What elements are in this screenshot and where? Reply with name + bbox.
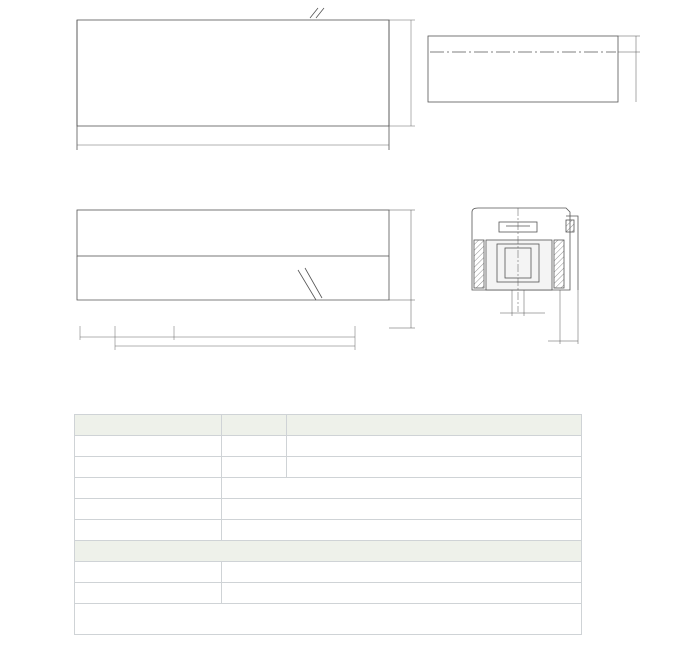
table-row: [75, 415, 582, 436]
spec-table: [74, 414, 582, 635]
pcb-layout-box: [428, 36, 618, 102]
cell-iec: [287, 436, 582, 457]
row-label: [75, 562, 222, 583]
table-row: [75, 457, 582, 478]
cell-value: [222, 478, 582, 499]
row-label: [75, 436, 222, 457]
table-row: [75, 583, 582, 604]
section-view: [472, 208, 578, 344]
cell-value: [222, 499, 582, 520]
cell-value: [222, 562, 582, 583]
table-row: [75, 604, 582, 635]
table-row: [75, 436, 582, 457]
table-row: [75, 562, 582, 583]
empty-cell: [75, 604, 582, 635]
row-label: [75, 520, 222, 541]
electrical-header: [75, 415, 222, 436]
table-row: [75, 499, 582, 520]
side-view-top: [77, 210, 389, 256]
ul-header: [222, 415, 287, 436]
row-label: [75, 478, 222, 499]
row-label: [75, 583, 222, 604]
mechanical-header: [75, 541, 582, 562]
cell-ul: [222, 436, 287, 457]
cell-value: [222, 583, 582, 604]
table-row: [75, 478, 582, 499]
cell-ul: [222, 457, 287, 478]
top-view-body: [77, 20, 389, 126]
iec-header: [287, 415, 582, 436]
cell-iec: [287, 457, 582, 478]
table-row: [75, 520, 582, 541]
table-row: [75, 541, 582, 562]
row-label: [75, 457, 222, 478]
row-label: [75, 499, 222, 520]
cell-value: [222, 520, 582, 541]
